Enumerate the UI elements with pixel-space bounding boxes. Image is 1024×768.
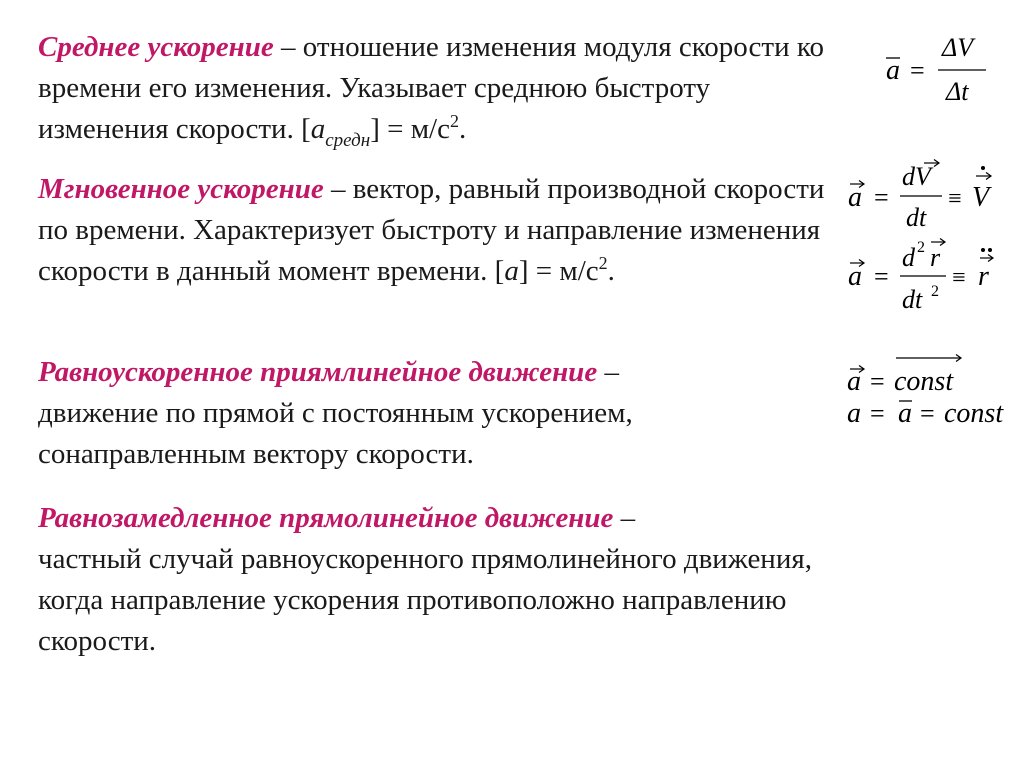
unit-symbol: a — [310, 113, 326, 145]
formula-lhs: a — [886, 55, 900, 86]
formula-abar: a — [898, 398, 912, 429]
definition-uniformly-decelerated-motion — [38, 498, 828, 662]
fraction-numerator: ΔV — [942, 33, 974, 62]
formula-rhs: const — [894, 366, 954, 397]
denominator-exponent: 2 — [931, 283, 939, 300]
period: . — [458, 113, 467, 145]
unit-text: ] = м/с — [518, 255, 599, 287]
numerator-d: d — [902, 243, 915, 272]
formula-average-acceleration — [880, 26, 1000, 111]
unit-exponent: 2 — [449, 111, 459, 131]
formula-constant-acceleration — [844, 350, 1020, 439]
second-derivative-dot-1 — [981, 248, 985, 252]
unit-subscript: средн — [325, 130, 371, 151]
definition-uniformly-accelerated-motion — [38, 352, 828, 475]
second-derivative-dot-2 — [988, 248, 992, 252]
formula-lhs: a — [847, 366, 861, 397]
dash: – — [273, 31, 303, 63]
unit-text: ] = м/с — [370, 113, 450, 145]
unit-symbol: a — [504, 255, 519, 287]
formula-a: a — [847, 398, 861, 429]
formula-lhs: a — [848, 182, 862, 213]
unit-exponent: 2 — [598, 253, 608, 273]
formula-eq1: = — [870, 399, 885, 428]
term-uniformly-decelerated-motion: Равнозамедленное прямолинейное движение — [38, 502, 614, 534]
term-uniformly-accelerated-motion: Равноускоренное приямлинейное движение — [38, 356, 598, 388]
definition-text: вектор, равный производной скорости по времени. Характеризует быстроту и направление изменения скорости в данный момент времени. [ — [38, 173, 825, 287]
period: . — [607, 255, 615, 287]
formula-eq2: = — [920, 399, 935, 428]
dash: – — [323, 173, 353, 205]
formula-eq: = — [874, 183, 889, 212]
formula-rhs: const — [944, 398, 1004, 429]
formula-second-derivative-radius — [844, 234, 1004, 325]
definition-average-acceleration — [38, 27, 838, 153]
term-instantaneous-acceleration: Мгновенное ускорение — [38, 173, 324, 205]
formula-lhs: a — [848, 261, 862, 292]
time-derivative-dot — [981, 166, 985, 170]
formula-rhs: r — [978, 261, 989, 292]
fraction-denominator: Δt — [946, 77, 969, 106]
formula-eq: = — [910, 56, 925, 85]
formula-eq: = — [874, 262, 889, 291]
definition-text: движение по прямой с постоянным ускорением, сонаправленным вектору скорости. — [38, 397, 633, 470]
definition-text: частный случай равноускоренного прямолинейного движения, когда направление ускорения противоположно направлению скорости. — [38, 543, 812, 657]
definition-instantaneous-acceleration — [38, 169, 828, 295]
numerator-exponent: 2 — [917, 239, 925, 256]
numerator-r: r — [930, 243, 941, 272]
formula-instantaneous-velocity-derivative — [844, 154, 1004, 239]
equiv-sign: ≡ — [948, 186, 962, 212]
fraction-numerator: dV — [902, 162, 931, 191]
denominator-dt: dt — [902, 285, 923, 314]
dash: – — [597, 356, 619, 388]
equiv-sign: ≡ — [952, 265, 966, 291]
dash: – — [613, 502, 636, 534]
term-average-acceleration: Среднее ускорение — [38, 31, 274, 63]
formula-rhs: V — [972, 182, 990, 213]
formula-eq: = — [870, 367, 885, 396]
definition-text: отношение изменения модуля скорости ко времени его изменения. Указывает среднюю быстроту изменения скорости. [ — [38, 31, 824, 145]
fraction-denominator: dt — [906, 203, 927, 232]
